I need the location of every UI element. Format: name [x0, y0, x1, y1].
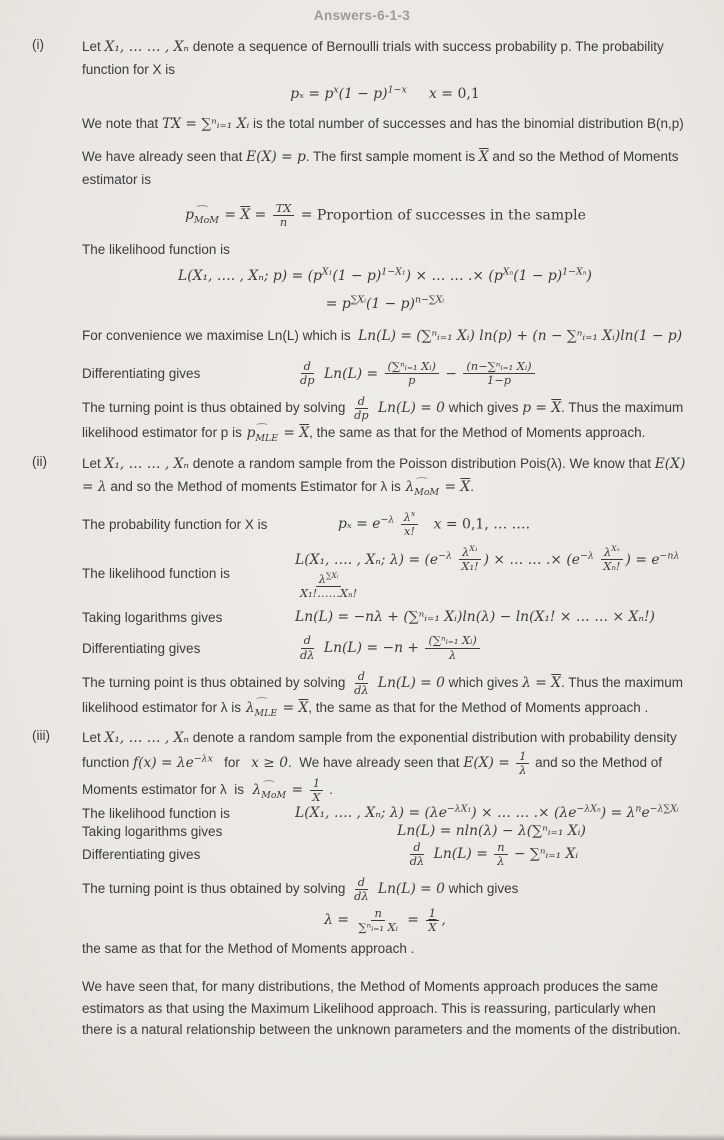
poisson-score-equation: $\frac{d}{d\lambda}$ Ln(L) = −n + $\frac{\text{(∑ⁿᵢ₌₁ Xᵢ)}}{\lambda}$ [295, 634, 482, 661]
total-successes-note: We note that TX = ∑ⁿᵢ₌₁ Xᵢ is the total number of successes and has the binomial distribution B(n,p) [82, 116, 684, 133]
section-i-label: (i) [32, 37, 44, 52]
exponential-intro: Let X₁, … … , Xₙ denote a random sample from the exponential distribution with probability density function $f(x) = \lambda e^{-\lambda x}$ for x ≥ 0. We have already seen that E(X) = $\frac{1}{\lambda}$ and so the Method of Moments estimator for λ is ⌢ $\lambda_{MoM}$ = $\frac{1}{X}$ . [82, 727, 688, 804]
likelihood-equation-2: = $p^{\sum Xᵢ}(1 - p)^{n-\sum Xᵢ}$ [325, 294, 445, 313]
poisson-log-equation: Ln(L) = −nλ + (∑ⁿᵢ₌₁ Xᵢ)ln(λ) − ln(X₁! × … … × Xₙ!) [295, 609, 655, 626]
poisson-log-row [82, 608, 688, 626]
section-iii-label: (iii) [32, 728, 50, 744]
exponential-solution-equation: λ = $\frac{n}{\text{∑ⁿᵢ₌₁ Xᵢ}}$ = $\frac{1}{X}$ , [324, 905, 446, 934]
differentiating-row [82, 360, 688, 387]
exponential-likelihood-equation: L(X₁, …. , Xₙ; $\lambda) = (\lambda e^{-\lambda X_1})$ × … … .× $(\lambda e^{-\lambda X_n}) = \lambda^ne^{-\lambda\sum Xᵢ}$ [295, 803, 679, 822]
likelihood-intro: The likelihood function is [82, 241, 230, 257]
poisson-pmf-row [82, 511, 688, 538]
poisson-diff-row [82, 634, 688, 661]
bernoulli-intro: Let X₁, … … , Xₙ denote a sequence of Bernoulli trials with success probability p. The probability function for X is [82, 39, 664, 77]
exponential-score-equation: $\frac{d}{d\lambda}$ Ln(L) = $\frac{n}{\lambda}$ − ∑ⁿᵢ₌₁ Xᵢ [409, 839, 579, 868]
poisson-mle-conclusion: The turning point is thus obtained by solving $\frac{d}{d\lambda}$ Ln(L) = 0 which gives $\lambda = \overline{X}$. Thus the maximum likelihood estimator for λ is ⌢ $\lambda_{MLE} = \overline{X}$, the same as that for the Method of Moments approach . [82, 670, 688, 720]
section-i [32, 36, 688, 445]
mom-estimator-equation: ⌢ $p_{MoM} = \overline{X}$ = $\frac{TX}{n}$ = Proportion of successes in the sample [82, 202, 688, 229]
poisson-pmf-label: The probability function for X is [82, 516, 268, 532]
exponential-log-equation: Ln(L) = nln(λ) − λ(∑ⁿᵢ₌₁ Xᵢ) [397, 823, 586, 840]
exponential-log-row [82, 822, 688, 840]
exponential-diff-row [82, 841, 688, 868]
section-ii [32, 453, 688, 719]
differentiating-label: Differentiating gives [82, 366, 201, 382]
poisson-pmf-equation: $p_x = e^{-\lambda}$ $\frac{\lambda^x}{x!}$ x = 0,1, … …. [338, 509, 531, 538]
log-likelihood-note: For convenience we maximise Ln(L) which is Ln(L) = (∑ⁿᵢ₌₁ Xᵢ) ln(p) + (n − ∑ⁿᵢ₌₁ Xᵢ)ln(1 − p) [82, 328, 683, 345]
likelihood-equation-1: L(X₁, …. , Xₙ; $p) = (p^{X_1}(1 - p)^{1-X_1})$ × … … .× $(p^{X_n}(1 - p)^{1-X_n})$ [178, 266, 592, 285]
exponential-turning-point: The turning point is thus obtained by solving $\frac{d}{d\lambda}$ Ln(L) = 0 which gives [82, 875, 519, 903]
score-equation: $\frac{d}{dp}$ Ln(L) = $\frac{\text{(∑ⁿᵢ₌₁ Xᵢ)}}{p}$ − $\frac{\text{(n−∑ⁿᵢ₌₁ Xᵢ)}}{1-p}$ [295, 360, 537, 387]
poisson-likelihood-equation: L(X₁, …. , Xₙ; $\lambda) = (e^{-\lambda}$ $\frac{\lambda^{X_1}}{\text{X₁!}}$ ) × … … .× ($e^{-\lambda}$ $\lambda^{X_n}$ Xₙ! ) = $e^{-n\lambda}$ $\frac{\lambda^{\sum Xᵢ}}{\text{X₁!……Xₙ!}}$ [295, 544, 680, 601]
poisson-likelihood-row [82, 546, 688, 600]
poisson-diff-label: Differentiating gives [82, 640, 201, 656]
exponential-diff-label: Differentiating gives [82, 846, 201, 862]
poisson-likelihood-label: The likelihood function is [82, 565, 230, 581]
page-title: Answers-6-1-3 [313, 8, 411, 23]
section-ii-label: (ii) [32, 454, 47, 470]
exponential-likelihood-row [82, 804, 688, 822]
document-body [32, 36, 688, 1041]
section-iii [32, 727, 688, 960]
exponential-likelihood-label: The likelihood function is [82, 805, 230, 821]
first-moment-note: We have already seen that E(X) = p. The first sample moment is $\overline{X}$ and so the Method of Moments estimator is [82, 149, 679, 188]
mle-conclusion: The turning point is thus obtained by solving $\frac{d}{dp}$ Ln(L) = 0 which gives $p = \overline{X}$. Thus the maximum likelihood estimator for p is ⌢ $p_{MLE} = \overline{X}$, the same as that for the Method of Moments approach. [82, 395, 688, 445]
poisson-intro: Let X₁, … … , Xₙ denote a random sample from the Poisson distribution Pois(λ). We know that E(X) = λ and so the Method of moments Estimator for λ is ⌢ $\lambda_{MoM} = \overline{X}$. [82, 453, 688, 499]
exponential-conclusion: the same as that for the Method of Moments approach . [82, 940, 415, 956]
bernoulli-pmf-equation: $p_x = p^x(1 - p)^{1-x}$ x = 0,1 [290, 84, 480, 103]
poisson-log-label: Taking logarithms gives [82, 609, 223, 625]
closing-paragraph: We have seen that, for many distributions, the Method of Moments approach produces the same estimators as that using the Maximum Likelihood approach. This is reassuring, particularly when there is a natural relationship between the unknown parameters and the moments of the distribution. [82, 979, 681, 1038]
exponential-log-label: Taking logarithms gives [82, 823, 223, 839]
